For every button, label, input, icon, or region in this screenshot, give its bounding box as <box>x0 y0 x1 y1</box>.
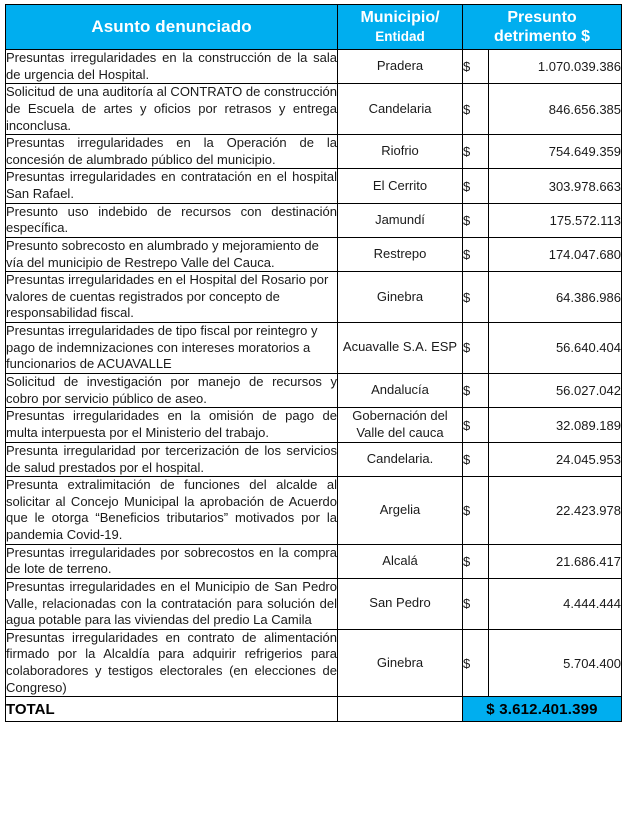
cell-municipio: Ginebra <box>338 629 463 697</box>
cell-currency-symbol: $ <box>463 323 489 374</box>
table-row <box>6 237 622 271</box>
table-row <box>6 84 622 135</box>
cell-municipio: San Pedro <box>338 578 463 629</box>
total-label: TOTAL <box>6 697 338 722</box>
cell-municipio: El Cerrito <box>338 169 463 203</box>
cell-asunto: Presuntas irregularidades por sobrecostos en la compra de lote de terreno. <box>6 544 338 578</box>
header-row <box>6 5 622 50</box>
column-header-asunto: Asunto denunciado <box>6 5 338 50</box>
cell-municipio: Argelia <box>338 477 463 545</box>
cell-asunto: Solicitud de investigación por manejo de recursos y cobro por servicio público de aseo. <box>6 373 338 407</box>
cell-asunto: Presuntas irregularidades en la Operación de la concesión de alumbrado público del municipio. <box>6 135 338 169</box>
cell-municipio: Acuavalle S.A. ESP <box>338 323 463 374</box>
cell-currency-symbol: $ <box>463 135 489 169</box>
cell-amount: 303.978.663 <box>489 169 622 203</box>
cell-currency-symbol: $ <box>463 203 489 237</box>
cell-amount: 56.640.404 <box>489 323 622 374</box>
cell-municipio: Jamundí <box>338 203 463 237</box>
cell-asunto: Presuntas irregularidades de tipo fiscal por reintegro y pago de indemnizaciones con intereses moratorios a funcionarios de ACUAVALLE <box>6 323 338 374</box>
table-row <box>6 203 622 237</box>
cell-currency-symbol: $ <box>463 84 489 135</box>
table-row <box>6 544 622 578</box>
table-row <box>6 169 622 203</box>
cell-amount: 56.027.042 <box>489 373 622 407</box>
cell-municipio: Restrepo <box>338 237 463 271</box>
total-value: $ 3.612.401.399 <box>463 697 622 722</box>
total-row <box>6 697 622 722</box>
cell-currency-symbol: $ <box>463 237 489 271</box>
table-row <box>6 408 622 443</box>
cell-currency-symbol: $ <box>463 477 489 545</box>
cell-currency-symbol: $ <box>463 578 489 629</box>
cell-asunto: Presuntas irregularidades en el Municipio de San Pedro Valle, relacionadas con la contratación para solución del agua potable para las viviendas del predio La Camila <box>6 578 338 629</box>
cell-amount: 5.704.400 <box>489 629 622 697</box>
table-row <box>6 578 622 629</box>
table-header <box>6 5 622 50</box>
table-row <box>6 629 622 697</box>
cell-amount: 21.686.417 <box>489 544 622 578</box>
cell-currency-symbol: $ <box>463 544 489 578</box>
cell-municipio: Candelaria. <box>338 442 463 476</box>
table-row <box>6 50 622 84</box>
cell-amount: 174.047.680 <box>489 237 622 271</box>
cell-amount: 22.423.978 <box>489 477 622 545</box>
cell-currency-symbol: $ <box>463 169 489 203</box>
table-body <box>6 50 622 722</box>
cell-asunto: Presuntas irregularidades en la construcción de la sala de urgencia del Hospital. <box>6 50 338 84</box>
table-row <box>6 323 622 374</box>
cell-amount: 1.070.039.386 <box>489 50 622 84</box>
column-header-presunto-line1: Presunto <box>507 8 577 26</box>
column-header-municipio <box>338 5 463 50</box>
table-row <box>6 442 622 476</box>
table-row <box>6 135 622 169</box>
cell-currency-symbol: $ <box>463 272 489 323</box>
cell-amount: 754.649.359 <box>489 135 622 169</box>
cell-currency-symbol: $ <box>463 373 489 407</box>
cell-municipio: Andalucía <box>338 373 463 407</box>
cell-amount: 64.386.986 <box>489 272 622 323</box>
cell-asunto: Presuntas irregularidades en la omisión de pago de multa interpuesta por el Ministerio del trabajo. <box>6 408 338 443</box>
cell-amount: 24.045.953 <box>489 442 622 476</box>
cell-municipio: Gobernación del Valle del cauca <box>338 408 463 443</box>
cell-municipio: Pradera <box>338 50 463 84</box>
cell-municipio: Ginebra <box>338 272 463 323</box>
cell-amount: 32.089.189 <box>489 408 622 443</box>
cell-asunto: Presunto uso indebido de recursos con destinación específica. <box>6 203 338 237</box>
cell-asunto: Presuntas irregularidades en el Hospital del Rosario por valores de cuentas registrados por concepto de responsabilidad fiscal. <box>6 272 338 323</box>
cell-asunto: Presunta extralimitación de funciones del alcalde al solicitar al Concejo Municipal la aprobación de Acuerdo que le otorga “Beneficios tributarios” motivados por la pandemia Covid-19. <box>6 477 338 545</box>
total-municipio-blank <box>338 697 463 722</box>
cell-currency-symbol: $ <box>463 50 489 84</box>
cell-asunto: Presuntas irregularidades en contrato de alimentación firmado por la Alcaldía para adquirir refrigerios para colaboradores y testigos electorales (en elecciones de Congreso) <box>6 629 338 697</box>
table-row <box>6 373 622 407</box>
cell-currency-symbol: $ <box>463 629 489 697</box>
cell-amount: 4.444.444 <box>489 578 622 629</box>
cell-asunto: Solicitud de una auditoría al CONTRATO de construcción de Escuela de artes y oficios por retrasos y entrega inconclusa. <box>6 84 338 135</box>
column-header-presunto-line2: detrimento $ <box>494 27 591 45</box>
cell-asunto: Presunta irregularidad por tercerización de los servicios de salud prestados por el hospital. <box>6 442 338 476</box>
cell-currency-symbol: $ <box>463 442 489 476</box>
cell-amount: 175.572.113 <box>489 203 622 237</box>
column-header-presunto-detrimento <box>463 5 622 50</box>
cell-amount: 846.656.385 <box>489 84 622 135</box>
cell-asunto: Presuntas irregularidades en contratación en el hospital San Rafael. <box>6 169 338 203</box>
table-row <box>6 477 622 545</box>
column-header-municipio-line1: Municipio/ <box>360 9 440 27</box>
cell-currency-symbol: $ <box>463 408 489 443</box>
cell-municipio: Riofrio <box>338 135 463 169</box>
denuncias-table <box>5 4 622 722</box>
cell-municipio: Candelaria <box>338 84 463 135</box>
table-row <box>6 272 622 323</box>
column-header-municipio-line2: Entidad <box>375 29 425 45</box>
cell-asunto: Presunto sobrecosto en alumbrado y mejoramiento de vía del municipio de Restrepo Valle del Cauca. <box>6 237 338 271</box>
cell-municipio: Alcalá <box>338 544 463 578</box>
